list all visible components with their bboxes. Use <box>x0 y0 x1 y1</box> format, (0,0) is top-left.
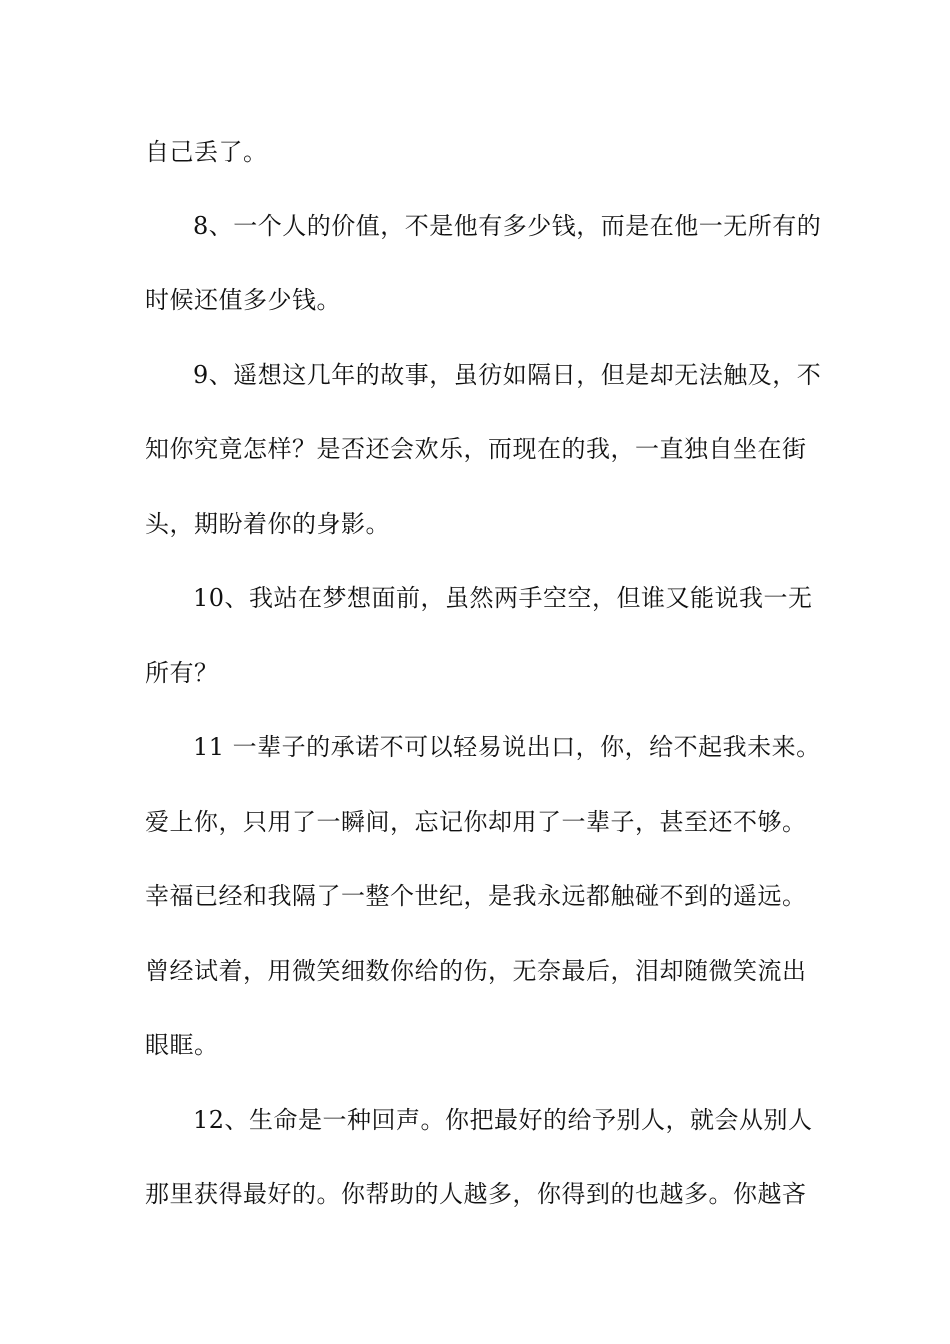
text-line: 9、遥想这几年的故事，虽彷如隔日，但是却无法触及，不 <box>193 361 822 389</box>
text-line: 自己丢了。 <box>145 138 268 166</box>
text-line: 11 一辈子的承诺不可以轻易说出口，你，给不起我未来。 <box>193 733 821 761</box>
text-line: 知你究竟怎样？是否还会欢乐，而现在的我，一直独自坐在街 <box>145 435 807 463</box>
text-line: 时候还值多少钱。 <box>145 286 341 314</box>
text-line: 8、一个人的价值，不是他有多少钱，而是在他一无所有的 <box>193 212 822 240</box>
text-line: 爱上你，只用了一瞬间，忘记你却用了一辈子，甚至还不够。 <box>145 808 807 836</box>
text-line: 曾经试着，用微笑细数你给的伤，无奈最后，泪却随微笑流出 <box>145 957 807 985</box>
text-line: 12、生命是一种回声。你把最好的给予别人，就会从别人 <box>193 1106 813 1134</box>
text-line: 所有？ <box>145 659 219 687</box>
text-line: 那里获得最好的。你帮助的人越多，你得到的也越多。你越吝 <box>145 1180 807 1208</box>
text-line: 幸福已经和我隔了一整个世纪，是我永远都触碰不到的遥远。 <box>145 882 807 910</box>
text-line: 头，期盼着你的身影。 <box>145 510 390 538</box>
text-line: 眼眶。 <box>145 1031 219 1059</box>
text-line: 10、我站在梦想面前，虽然两手空空，但谁又能说我一无 <box>193 584 813 612</box>
